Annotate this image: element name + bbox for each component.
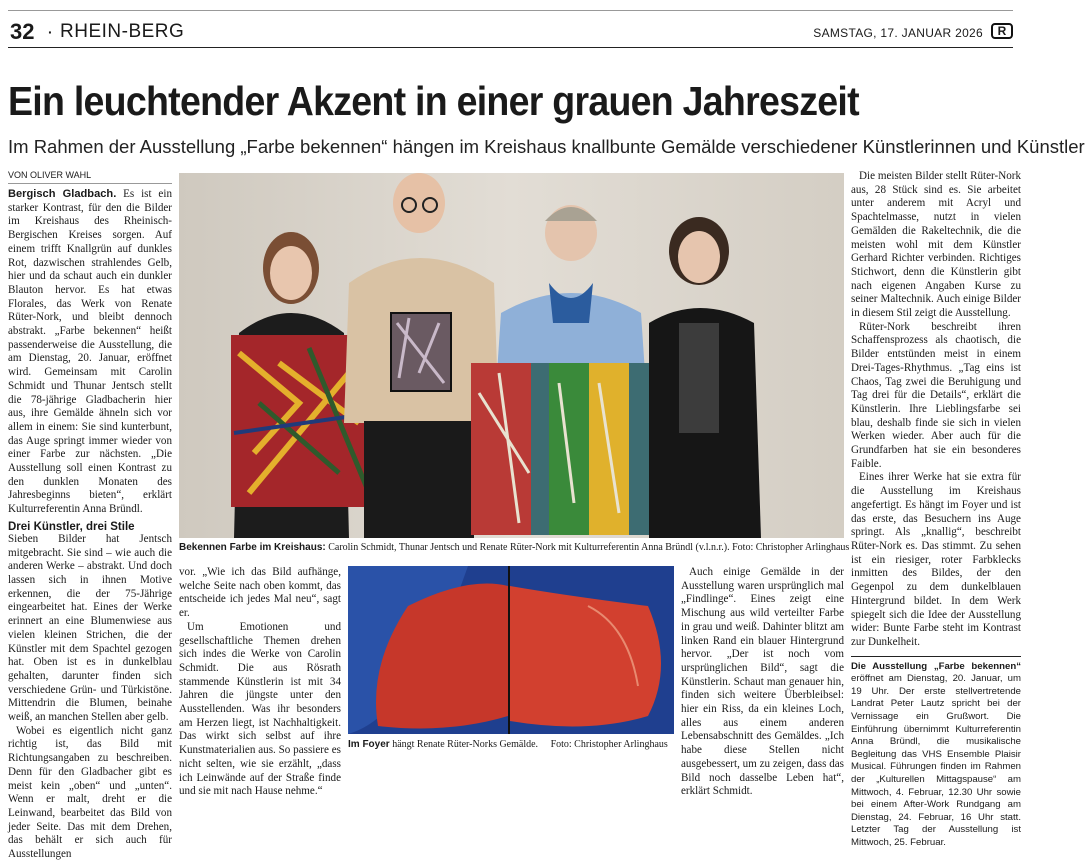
paragraph: Rüter-Nork beschreibt ihren Schaffensprozess als chaotisch, die Bilder entstünden meist in einem Drei-Tages-Rhythmus. „Tag eins ist Chaos, Tag zwei die Beruhigung und Tag drei für die Details“, erklärt die Künstlerin. Ihre Lieblingsfarbe sei blau, deshalb finde sie sich in vielen Werken wieder. Aber auch für die Grundfarben hat sie ein besonderes Faible. — [851, 320, 1021, 470]
subheading: Drei Künstler, drei Stile — [8, 520, 135, 533]
paragraph — [8, 188, 172, 517]
exhibition-info-box — [851, 656, 1021, 850]
info-lead: Die Ausstellung „Farbe bekennen“ — [851, 660, 1021, 672]
main-photo — [179, 173, 844, 538]
foyer-photo-caption — [348, 739, 674, 751]
paragraph: Eines ihrer Werke hat sie extra für die Ausstellung im Kreishaus angefertigt. Es hängt im Foyer und ist das erste, das Besuchern ins Auge springt. Als „knallig“, beschreibt Rüter-Nork es. Das stimmt. Zu sehen ist ein riesiger, roter Farbklecks inmitten des Bildes, der den Gegenpol zu dem dunkelblauen Hintergrund bildet. In dem Werk spiegelt sich die Idee der Ausstellung wider: Bunte Farbe steht im Kontrast zur Dunkelheit. — [851, 471, 1021, 648]
paragraph: Auch einige Gemälde in der Ausstellung waren ursprünglich mal „Findlinge“. Eines zeigt eine Mischung aus wild verteilter Farbe in grau und weiß. Dahinter blitzt am linken Rand ein blauer Hintergrund hervor. „Der ist noch vom ursprünglichen Bild“, sagt die Künstlerin. Schaut man genauer hin, finden sich weitere Überbleibsel: hier ein Riss, da ein kleines Loch, alles aus einem anderen Lebensabschnitt des Gemäldes. „Ich habe diese Stellen nicht ausgebessert, um zu zeigen, dass das Bild noch dasselbe Leben hat“, erklärt Schmidt. — [681, 566, 844, 798]
separator-dot: · — [48, 24, 53, 40]
paragraph: Wobei es eigentlich nicht ganz richtig ist, das Bild mit Richtungsangaben zu beschreiben. Denn für den Gladbacher gibt es meist kein „oben“ und „unten“. Wenn er malt, dreht er die Leinwand, bearbeitet das Bild von jeder Seite. Das mit dem Drehen, das behält er sich auch für Ausstellungen — [8, 724, 172, 861]
group-photo-illustration — [179, 173, 844, 538]
dateline: Bergisch Gladbach. — [8, 188, 117, 200]
page-number: 32 — [10, 19, 35, 44]
byline: VON OLIVER WAHL — [8, 170, 172, 184]
issue-date: SAMSTAG, 17. JANUAR 2026 — [813, 26, 983, 40]
caption-text: hängt Renate Rüter-Norks Gemälde. — [389, 739, 539, 750]
section-title: RHEIN-BERG — [60, 21, 185, 42]
article-column-1 — [8, 170, 172, 861]
subheadline: Im Rahmen der Ausstellung „Farbe bekennen“ hängen im Kreishaus knallbunte Gemälde verschiedener Künstlerinnen und Künstler — [8, 136, 1085, 157]
article-column-3 — [681, 566, 844, 798]
paragraph-text: Es ist ein starker Kontrast, für den die Bilder im Kreishaus des Rheinisch-Bergischen Kreises sorgen. Auf einem trifft Knallgrün auf dunkles Rot, dazwischen strahlendes Gelb, hier und da schaut auch ein dunkler Blauton hervor. Es hat etwas Florales, das Werk von Renate Rüter-Nork, und bleibt dennoch abstrakt. „Farbe bekennen“ heißt passenderweise die Ausstellung, die am Dienstag, 20. Januar, eröffnet wird. Gemeinsam mit Carolin Schmidt und Thunar Jentsch stellt die 78-jährige Gladbacherin hier aus, ihre Gemälde ähneln sich vor allem in einem: Sie sind kunterbunt, das Auge springt immer wieder von einer Farbe zur nächsten. „Die Ausstellung soll einen Kontrast zu den dunklen Monaten des Jahresbeginns bieten“, erklärt Kulturreferentin Anna Bründl. — [8, 188, 172, 516]
info-text: eröffnet am Dienstag, 20. Januar, um 19 Uhr. Der erste stellvertretende Landrat Peter Lautz spricht bei der Vernissage ein Grußwort. Die Einführung übernimmt Kulturreferentin Anna Bründl, die musikalische Begleitung das VHS Ensemble Plaisir Musical. Führungen finden im Rahmen der „Kulturellen Mittagspause“ am Mittwoch, 4. Februar, 12.30 Uhr sowie bei einem After-Work Rundgang am Dienstag, 24. Februar, 16 Uhr statt. Letzter Tag der Ausstellung ist Mittwoch, 25. Februar. — [851, 673, 1021, 848]
caption-text: Carolin Schmidt, Thunar Jentsch und Renate Rüter-Nork mit Kulturreferentin Anna Bründl (v.l.n.r.). Foto: Christopher Arlinghaus — [325, 542, 850, 553]
paragraph: Die meisten Bilder stellt Rüter-Nork aus, 28 Stück sind es. Sie arbeitet unter anderem mit Acryl und Spachtelmasse, nutzt in vielen Gemälden die Rakeltechnik, die die meisten wohl mit dem Künstler Gerhard Richter verbinden. Richtiges Stichwort, denn die Künstlerin gibt nach eigenen Angaben Kurse zu seiner Maltechnik. Auch einige Bilder in diesem Stil zeigt die Ausstellung. — [851, 170, 1021, 320]
photo-credit: Foto: Christopher Arlinghaus — [550, 739, 668, 750]
caption-lead: Im Foyer — [348, 739, 390, 750]
article-column-4 — [851, 170, 1021, 848]
foyer-painting-illustration — [348, 566, 674, 734]
page-header — [8, 10, 1013, 48]
caption-lead: Bekennen Farbe im Kreishaus: — [179, 542, 326, 553]
article-column-2 — [179, 566, 341, 798]
paragraph: Sieben Bilder hat Jentsch mitgebracht. Sie sind – wie auch die anderen Werke – abstrakt. Und doch lassen sich in ihnen Motive erkennen, die der 75-Jährige eingearbeitet hat. Eines der Werke erinnert an eine Blumenwiese aus vielen kleinen Strichen, die der Künstler mit dem Spachtel gezogen hat. Oben ist es in dunkelblau gehalten, darunter finden sich verschiedene Grün- und Türkistöne. Mittendrin die Blumen, beinahe weiß, an manchen Stellen aber gelb. — [8, 532, 172, 724]
main-photo-caption — [179, 542, 850, 554]
paragraph: Um Emotionen und gesellschaftliche Themen drehen sich indes die Werke von Carolin Schmidt. Die aus Rösrath stammende Künstlerin ist mit 34 Jahren die jüngste unter den Ausstellenden. Was ihr besonders am Herzen liegt, ist Nachhaltigkeit. Das wirkt sich selbst auf ihre Kunstmaterialien aus. So passiere es nicht selten, wie sie erzählt, „dass ich Leinwände auf der Straße finde und sie mit nach Hause nehme.“ — [179, 620, 341, 798]
newspaper-logo: R — [991, 23, 1013, 39]
paragraph: vor. „Wie ich das Bild aufhänge, welche Seite nach oben kommt, das entscheide ich jedes Mal neu“, sagt er. — [179, 566, 341, 620]
foyer-photo — [348, 566, 674, 734]
headline: Ein leuchtender Akzent in einer grauen Jahreszeit — [8, 78, 859, 124]
